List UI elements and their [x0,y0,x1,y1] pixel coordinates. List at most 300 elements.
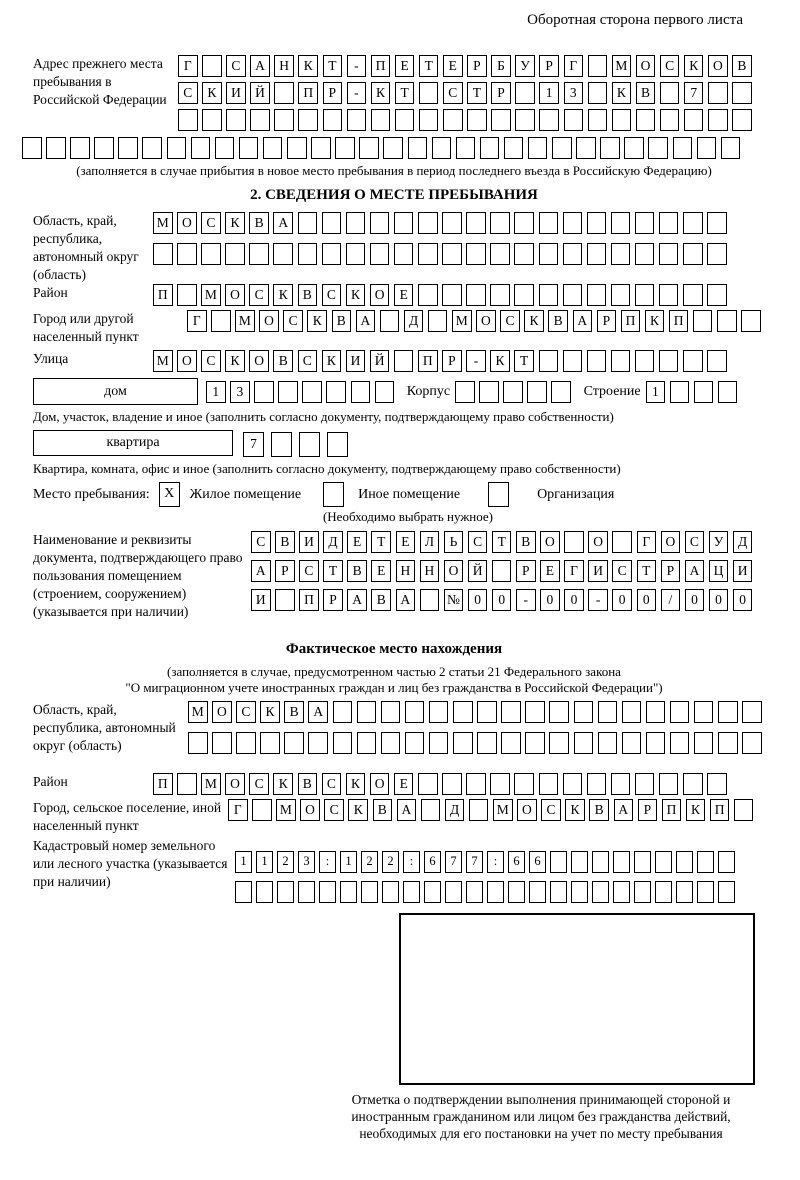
char-box: Т [323,560,343,582]
char-box: К [307,310,327,332]
char-box: П [153,284,173,306]
char-box: В [284,701,304,723]
char-box [211,310,231,332]
char-box [212,732,232,754]
char-box: 0 [540,589,560,611]
char-box [225,243,245,265]
char-box [477,732,497,754]
stamp-area [327,913,755,1142]
char-box: К [225,212,245,234]
char-box: С [283,310,303,332]
stay-type-row [33,482,755,507]
char-box [480,137,500,159]
char-row [178,82,756,104]
char-box: К [273,773,293,795]
char-box [455,381,475,403]
char-box [552,137,572,159]
char-box: И [251,589,271,611]
char-box: В [275,531,295,553]
char-box [635,773,655,795]
char-box: Р [491,82,511,104]
char-box [571,881,588,903]
char-box [178,109,198,131]
char-box [351,381,371,403]
char-box [346,212,366,234]
char-box: П [662,799,682,821]
char-box: К [686,799,706,821]
char-box: 1 [539,82,559,104]
char-box [563,243,583,265]
char-box [525,732,545,754]
char-box: 6 [508,851,525,873]
char-box [732,82,752,104]
char-box [515,109,535,131]
char-box: Т [514,350,534,372]
char-box [408,137,428,159]
char-box: У [709,531,729,553]
char-box: О [212,701,232,723]
char-box [491,109,511,131]
char-box [274,109,294,131]
char-box [508,881,525,903]
char-box [697,137,717,159]
char-box [741,310,761,332]
char-box [311,137,331,159]
char-box [394,212,414,234]
char-row [243,432,355,454]
char-box [419,109,439,131]
char-box [490,212,510,234]
char-box [588,82,608,104]
char-box [676,881,693,903]
char-box [346,243,366,265]
char-box: П [298,82,318,104]
char-box [718,732,738,754]
char-box: О [225,284,245,306]
char-box: Д [404,310,424,332]
char-box: Н [420,560,440,582]
char-box [335,137,355,159]
char-box: Е [371,560,391,582]
char-box: О [177,212,197,234]
char-box [587,773,607,795]
char-box [94,137,114,159]
cadastral-rows [235,851,739,903]
char-box: В [516,531,536,553]
char-box [319,881,336,903]
char-box [477,701,497,723]
char-box: Т [419,55,439,77]
char-box [549,701,569,723]
char-box: Н [274,55,294,77]
char-box [492,560,512,582]
char-box [275,589,295,611]
char-box: Л [420,531,440,553]
char-box: М [612,55,632,77]
char-box: 1 [235,851,252,873]
char-box: О [708,55,728,77]
char-box: 6 [529,851,546,873]
char-box [574,701,594,723]
char-box: В [249,212,269,234]
char-box [357,732,377,754]
char-box: Р [638,799,658,821]
char-box [467,109,487,131]
char-box: О [476,310,496,332]
house-note: Дом, участок, владение и иное (заполнить согласно документу, подтверждающему право собственности) [33,409,614,424]
char-box [564,109,584,131]
char-box [587,350,607,372]
char-box: О [259,310,279,332]
char-box [707,284,727,306]
char-box: 0 [492,589,512,611]
char-box [490,773,510,795]
char-box: К [524,310,544,332]
char-box: 2 [361,851,378,873]
korpus-label: Корпус [406,384,451,399]
char-box [514,773,534,795]
char-box: К [490,350,510,372]
char-box [479,381,499,403]
char-row [153,243,731,265]
char-box [418,284,438,306]
apartment-row [33,430,755,456]
actual-region-label: Область, край, республика, автономный округ (область) [33,702,176,753]
char-box: П [299,589,319,611]
char-box [487,881,504,903]
char-box [598,732,618,754]
char-box [442,243,462,265]
char-box: - [347,55,367,77]
char-row [188,732,766,754]
char-box: Д [445,799,465,821]
char-box: С [249,773,269,795]
char-box: К [260,701,280,723]
char-box: 0 [637,589,657,611]
char-box [659,773,679,795]
cadastral-label: Кадастровый номер земельного или лесного участка (указывается при наличии) [33,838,228,889]
char-box [670,701,690,723]
char-box [361,881,378,903]
char-box [549,732,569,754]
char-box: Й [370,350,390,372]
char-box [177,284,197,306]
char-box: С [226,55,246,77]
char-box [694,701,714,723]
char-box: С [468,531,488,553]
char-box: М [153,350,173,372]
char-box: П [621,310,641,332]
char-box: К [273,284,293,306]
char-box [420,589,440,611]
char-box: К [684,55,704,77]
char-box: Д [733,531,753,553]
char-box [539,284,559,306]
char-box [574,732,594,754]
char-box [429,732,449,754]
char-box [142,137,162,159]
char-box: А [250,55,270,77]
char-box [235,881,252,903]
char-box: 1 [646,381,666,403]
house-row [33,378,755,405]
section2-title: 2. СВЕДЕНИЯ О МЕСТЕ ПРЕБЫВАНИЯ [250,187,538,203]
char-box [302,381,322,403]
char-box [260,732,280,754]
char-box: Т [371,531,391,553]
char-box [683,284,703,306]
char-box: Ц [709,560,729,582]
document-label: Наименование и реквизиты документа, подтверждающего право пользования помещением (строением, сооружением) (указывается при наличии) [33,532,243,619]
char-box [395,109,415,131]
char-box [298,881,315,903]
actual-city-field [33,799,755,835]
char-box [503,381,523,403]
char-box: Е [394,284,414,306]
prev-address-rows [178,55,756,131]
char-box [611,350,631,372]
char-box [403,881,420,903]
char-box [428,310,448,332]
char-box: Й [468,560,488,582]
char-box [249,243,269,265]
char-box [635,284,655,306]
char-box: Р [467,55,487,77]
char-box: Е [396,531,416,553]
char-box: Б [491,55,511,77]
char-box [323,109,343,131]
char-box [563,773,583,795]
char-box: 0 [468,589,488,611]
actual-location-title: Фактическое место нахождения [285,641,503,657]
char-box: В [298,284,318,306]
char-box: А [308,701,328,723]
char-box: К [346,773,366,795]
region-field [33,212,755,284]
char-box [515,82,535,104]
char-box [571,851,588,873]
char-box [718,881,735,903]
document-field [33,531,755,639]
char-box: И [733,560,753,582]
char-box [563,350,583,372]
char-box [622,701,642,723]
option-residential-label: Жилое помещение [189,487,302,502]
char-box: К [225,350,245,372]
char-box [551,381,571,403]
char-box [215,137,235,159]
char-box: М [276,799,296,821]
char-box: И [299,531,319,553]
char-box: М [452,310,472,332]
prev-address-note: (заполняется в случае прибытия в новое место пребывания в период последнего въезда в Российскую Федерацию) [76,163,712,178]
char-box: П [371,55,391,77]
char-box [469,799,489,821]
char-box [592,881,609,903]
char-box: Р [275,560,295,582]
char-box [421,799,441,821]
char-box: С [236,701,256,723]
char-box: О [517,799,537,821]
char-row [206,381,399,403]
char-box [718,851,735,873]
char-box [683,212,703,234]
char-box: А [273,212,293,234]
stay-type-note: (Необходимо выбрать нужное) [322,509,494,524]
char-box [564,531,584,553]
char-box [271,432,292,457]
char-box: Е [443,55,463,77]
char-box [742,732,762,754]
char-box: / [661,589,681,611]
char-box: Р [442,350,462,372]
char-box [252,799,272,821]
char-box: М [201,773,221,795]
char-box [418,212,438,234]
char-box: Д [323,531,343,553]
char-row [251,589,757,611]
char-box [418,243,438,265]
char-box [177,773,197,795]
char-box [721,137,741,159]
char-box [514,212,534,234]
char-box: К [322,350,342,372]
char-box: М [188,701,208,723]
char-box [707,773,727,795]
char-box [694,732,714,754]
char-box: Р [323,589,343,611]
street-field [33,350,755,372]
char-box [418,773,438,795]
char-box: 7 [684,82,704,104]
char-box [202,109,222,131]
char-box [443,109,463,131]
char-box [587,212,607,234]
char-row [646,381,742,403]
actual-location-note-2: "О миграционном учете иностранных граждан и лиц без гражданства в Российской Федерации") [125,680,663,695]
char-box [539,350,559,372]
char-box: : [487,851,504,873]
char-box [382,881,399,903]
char-box [256,881,273,903]
char-box: К [645,310,665,332]
char-box [588,55,608,77]
char-box [326,381,346,403]
char-box [670,732,690,754]
char-box [453,732,473,754]
region-label: Область, край, республика, автономный округ (область) [33,213,139,282]
char-box [525,701,545,723]
char-box [419,82,439,104]
prev-address-label: Адрес прежнего места пребывания в Российской Федерации [33,56,167,107]
char-box [612,109,632,131]
char-box: 0 [685,589,705,611]
char-box: : [403,851,420,873]
char-box: Г [637,531,657,553]
char-box: Е [347,531,367,553]
actual-city-label: Город, сельское поселение, иной населенный пункт [33,800,222,833]
char-box [613,881,630,903]
char-box: О [636,55,656,77]
char-box [359,137,379,159]
apartment-note: Квартира, комната, офис и иное (заполнить согласно документу, подтверждающему право собственности) [33,461,621,476]
char-box [432,137,452,159]
char-box [263,137,283,159]
char-box: Т [637,560,657,582]
char-box [226,109,246,131]
char-box [456,137,476,159]
char-box [527,381,547,403]
char-box: Р [323,82,343,104]
char-box [466,881,483,903]
char-box: Г [564,55,584,77]
char-box: А [685,560,705,582]
char-box: Ь [444,531,464,553]
char-box: К [298,55,318,77]
char-box: 3 [230,381,250,403]
char-box: А [251,560,271,582]
cadastral-field [33,837,755,911]
char-box: 3 [298,851,315,873]
char-box [201,243,221,265]
char-box [697,851,714,873]
char-box: : [319,851,336,873]
char-row [153,284,731,306]
char-box: 2 [277,851,294,873]
document-rows [251,531,757,611]
char-box: П [418,350,438,372]
char-box [598,701,618,723]
char-box: 0 [564,589,584,611]
char-box: И [588,560,608,582]
char-box [46,137,66,159]
char-box: Г [178,55,198,77]
char-box [563,284,583,306]
apartment-box-label: квартира [33,430,233,456]
option-other-premises-label: Иное помещение [358,487,461,502]
char-box: В [347,560,367,582]
char-box [655,851,672,873]
char-box: Т [492,531,512,553]
char-box [298,109,318,131]
char-box: Г [187,310,207,332]
char-box [254,381,274,403]
char-box [634,851,651,873]
char-box [563,212,583,234]
char-box: С [251,531,271,553]
char-box [277,881,294,903]
char-box [707,350,727,372]
actual-region-rows [188,701,766,754]
char-box: М [201,284,221,306]
char-box [375,381,395,403]
char-box [648,137,668,159]
char-box [167,137,187,159]
char-box: - [516,589,536,611]
char-box [646,701,666,723]
char-box [600,137,620,159]
char-box [684,109,704,131]
char-box: Е [540,560,560,582]
char-box: С [685,531,705,553]
char-box [622,732,642,754]
char-box: М [235,310,255,332]
char-box [429,701,449,723]
char-box [278,381,298,403]
char-box [612,531,632,553]
char-box [576,137,596,159]
district-field [33,284,755,306]
